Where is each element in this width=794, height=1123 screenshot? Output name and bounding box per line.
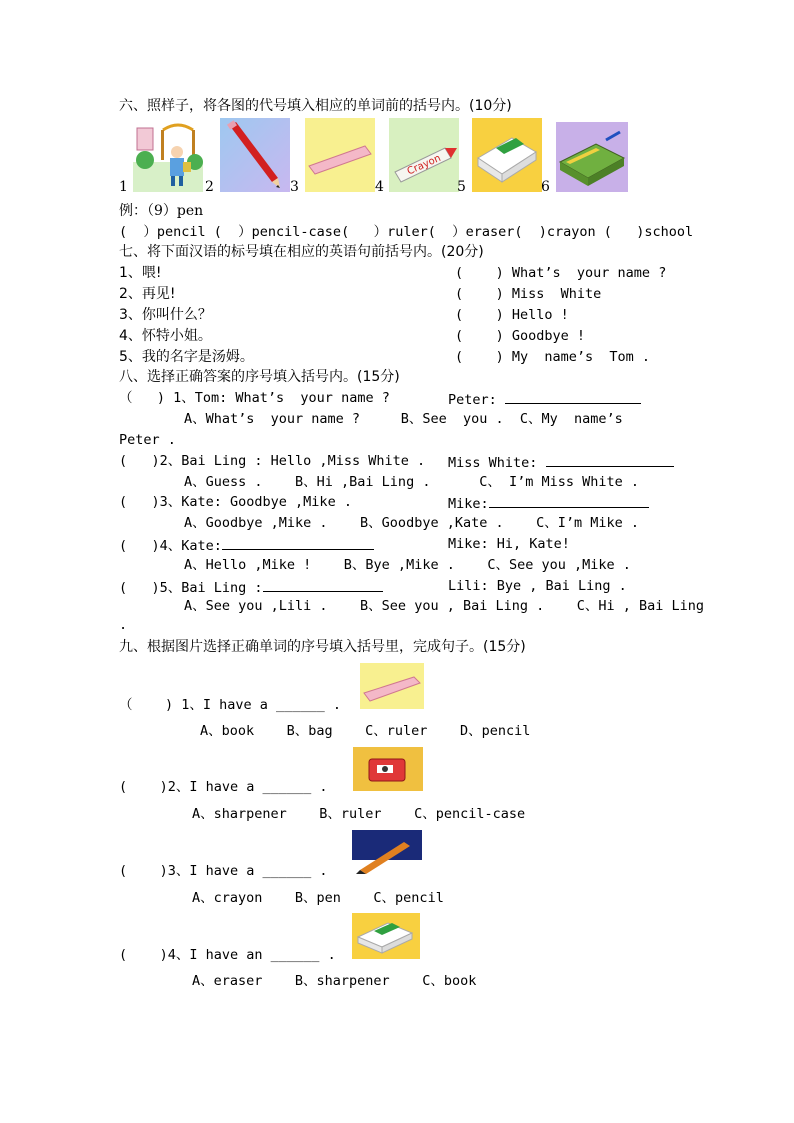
s7-en-1: ( ) What’s your name ? [455,265,667,281]
section6-title: 六、照样子，将各图的代号填入相应的单词前的括号内。(10分) [119,98,512,114]
s8-q2-options: A、Guess . B、Hi ,Bai Ling . C、 I’m Miss White . [184,474,640,490]
eraser-picture [472,118,542,192]
s7-en-2: ( ) Miss White [455,286,602,302]
s9-q4-options: A、eraser B、sharpener C、book [192,973,477,989]
example-line: 例：（9）pen [119,203,204,219]
s9-q4: ( )4、I have an ______ . [119,947,336,963]
s8-q4-reply: Mike: Hi, Kate! [448,536,570,552]
s9-q3: ( )3、I have a ______ . [119,863,328,879]
s7-cn-1: 1、喂! [119,265,162,281]
s8-q2: ( )2、Bai Ling : Hello ,Miss White . [119,453,426,469]
ruler-picture [360,663,424,709]
section7-title: 七、将下面汉语的标号填在相应的英语句前括号内。(20分) [119,244,484,260]
answer-blank[interactable] [505,389,641,404]
s9-q2-options: A、sharpener B、ruler C、pencil-case [192,806,526,822]
pic-label-6: 6 [541,179,550,195]
word-options-line: ( ）pencil ( ）pencil-case( ）ruler( ）eraser( )crayon ( )school [119,224,694,240]
s8-q4-options: A、Hello ,Mike ! B、Bye ,Mike . C、See you ,Mike . [184,557,631,573]
s9-q3-options: A、crayon B、pen C、pencil [192,890,444,906]
s8-q5 [119,577,383,597]
pic-label-4: 4 [375,179,384,195]
s8-q4 [119,535,374,555]
s8-q1-options: A、What’s your name ? B、See you . C、My name’s [184,411,623,427]
s7-cn-3: 3、你叫什么？ [119,307,212,323]
s8-q3-options: A、Goodbye ,Mike . B、Goodbye ,Kate . C、I’m Mike . [184,515,640,531]
s8-q2-reply [448,452,674,472]
s7-en-5: ( ) My name’s Tom . [455,349,651,365]
s8-q1-reply-label: Peter: [448,392,497,408]
s8-q5-options-cont: . [119,617,128,633]
pic-label-1: 1 [119,179,128,195]
s8-q4-label: ( )4、Kate: [119,538,222,554]
crayon-picture [389,118,459,192]
s8-q3-reply-label: Mike: [448,496,489,512]
s9-q1: （ ) 1、I have a ______ . [119,697,342,713]
crayon-label-text: Crayon [405,152,443,178]
s7-cn-5: 5、我的名字是汤姆。 [119,349,254,365]
s8-q3: ( )3、Kate: Goodbye ,Mike . [119,494,352,510]
answer-blank[interactable] [222,535,374,550]
s8-q1-options-cont: Peter . [119,432,176,448]
answer-blank[interactable] [263,577,383,592]
eraser-picture [352,913,420,959]
answer-blank[interactable] [546,452,674,467]
pic-label-5: 5 [457,179,466,195]
s9-q1-options: A、book B、bag C、ruler D、pencil [200,723,531,739]
s8-q3-reply [448,493,649,513]
pencil-picture [220,118,290,192]
s8-q5-options: A、See you ,Lili . B、See you , Bai Ling . C、Hi , Bai Ling [184,598,705,614]
sharpener-picture [353,747,423,791]
s7-en-3: ( ) Hello ! [455,307,569,323]
ruler-picture [305,118,375,192]
school-picture [133,122,203,192]
s7-en-4: ( ) Goodbye ! [455,328,586,344]
s7-cn-2: 2、再见! [119,286,176,302]
pic-label-3: 3 [290,179,299,195]
pic-label-2: 2 [205,179,214,195]
section9-title: 九、根据图片选择正确单词的序号填入括号里，完成句子。(15分) [119,639,526,655]
s8-q1-reply [448,389,641,409]
pen-picture [352,830,422,876]
s9-q2: ( )2、I have a ______ . [119,779,328,795]
s8-q5-reply: Lili: Bye , Bai Ling . [448,578,627,594]
section8-title: 八、选择正确答案的序号填入括号内。(15分) [119,369,400,385]
pencil-case-picture [556,122,628,192]
answer-blank[interactable] [489,493,649,508]
s8-q1: （ ) 1、Tom: What’s your name ? [119,390,390,406]
s7-cn-4: 4、怀特小姐。 [119,328,212,344]
s8-q2-reply-label: Miss White: [448,455,538,471]
s8-q5-label: ( )5、Bai Ling : [119,580,263,596]
